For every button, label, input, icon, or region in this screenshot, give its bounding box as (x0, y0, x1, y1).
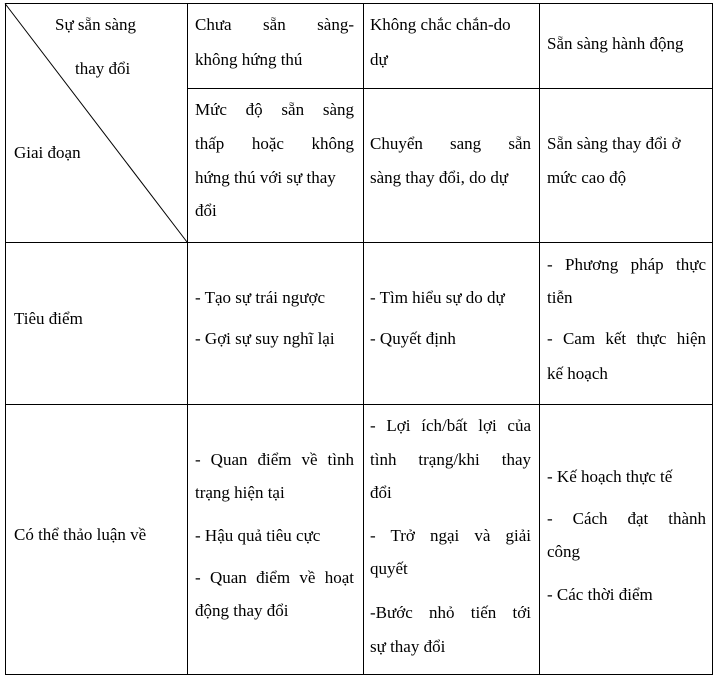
discuss-col2-item1-line3: đổi (370, 483, 392, 502)
discuss-col1-item3-line1: - Quan điểm về hoạt (195, 568, 354, 587)
discuss-col1-item1-line1: - Quan điểm về tình (195, 450, 354, 469)
discuss-col3-item3: - Các thời điểm (547, 585, 653, 604)
discuss-col2-item3-line1: -Bước nhỏ tiến tới (370, 603, 531, 622)
discuss-col2-item3 (370, 603, 531, 623)
focus-row-label: Tiêu điểm (14, 309, 83, 328)
focus-col2-item2: - Quyết định (370, 329, 456, 348)
col2-title-line2: dự (370, 50, 388, 69)
stage-col1-line2: thấp hoặc không (195, 134, 354, 153)
focus-col1-item2: - Gợi sự suy nghĩ lại (195, 329, 335, 348)
stage-col3-line1: Sẵn sàng thay đổi ở (547, 134, 681, 153)
discuss-col1-item3-line2: động thay đổi (195, 601, 289, 620)
discuss-col2-item1 (370, 416, 531, 436)
header-stage-label: Giai đoạn (14, 143, 81, 162)
stage-col1-desc (195, 100, 354, 120)
discuss-col1-item1-line2: trạng hiện tại (195, 483, 285, 502)
discuss-col3-item2-line2: công (547, 542, 581, 561)
focus-col3-item1 (547, 255, 706, 275)
discuss-col3-item2 (547, 509, 706, 529)
col2-title-line1: Không chắc chắn-do (370, 15, 511, 34)
focus-col3-item2-line1: - Cam kết thực hiện (547, 329, 706, 348)
discuss-col3-item1: - Kế hoạch thực tế (547, 467, 673, 486)
stage-col1-desc-2 (195, 134, 354, 154)
stage-col1-line3: hứng thú với sự thay (195, 168, 336, 187)
discuss-col1-item1 (195, 450, 354, 470)
discuss-col2-item1-line2-wrap (370, 450, 531, 470)
col3-title: Sẵn sàng hành động (547, 34, 684, 53)
discuss-col2-item2-line1: - Trở ngại và giải (370, 526, 531, 545)
stage-col1-line1: Mức độ sẵn sàng (195, 100, 354, 119)
col1-title-line2: không hứng thú (195, 50, 303, 69)
stage-col1-line4: đổi (195, 201, 217, 220)
col1-title (195, 15, 354, 35)
stage-col2-line1: Chuyển sang sẵn (370, 134, 531, 153)
focus-col2-item1: - Tìm hiểu sự do dự (370, 288, 505, 307)
discuss-col2-item1-line1: - Lợi ích/bất lợi của (370, 416, 531, 435)
discuss-col3-item2-line1: - Cách đạt thành (547, 509, 706, 528)
discuss-col2-item2-line2: quyết (370, 559, 408, 578)
discuss-col2-item1-line2: tình trạng/khi thay (370, 450, 531, 469)
discuss-col2-item2 (370, 526, 531, 546)
stage-col2-desc (370, 134, 531, 154)
discuss-row-label: Có thể thảo luận về (14, 525, 147, 544)
focus-col3-item1-line1: - Phương pháp thực (547, 255, 706, 274)
stage-col3-line2: mức cao độ (547, 168, 627, 187)
discuss-col2-item3-line2: sự thay đổi (370, 637, 446, 656)
header-readiness-label: Sự sẵn sàng (55, 15, 136, 34)
focus-col3-item2 (547, 329, 706, 349)
col1-title-line1: Chưa sẵn sàng- (195, 15, 354, 34)
header-readiness-label-cont: thay đổi (75, 59, 131, 78)
focus-col3-item2-line2: kế hoạch (547, 364, 608, 383)
focus-col3-item1-line2: tiễn (547, 288, 573, 307)
stage-col2-line2: sàng thay đổi, do dự (370, 168, 509, 187)
focus-col1-item1: - Tạo sự trái ngược (195, 288, 326, 307)
discuss-col1-item3 (195, 568, 354, 588)
discuss-col1-item2: - Hậu quả tiêu cực (195, 526, 321, 545)
